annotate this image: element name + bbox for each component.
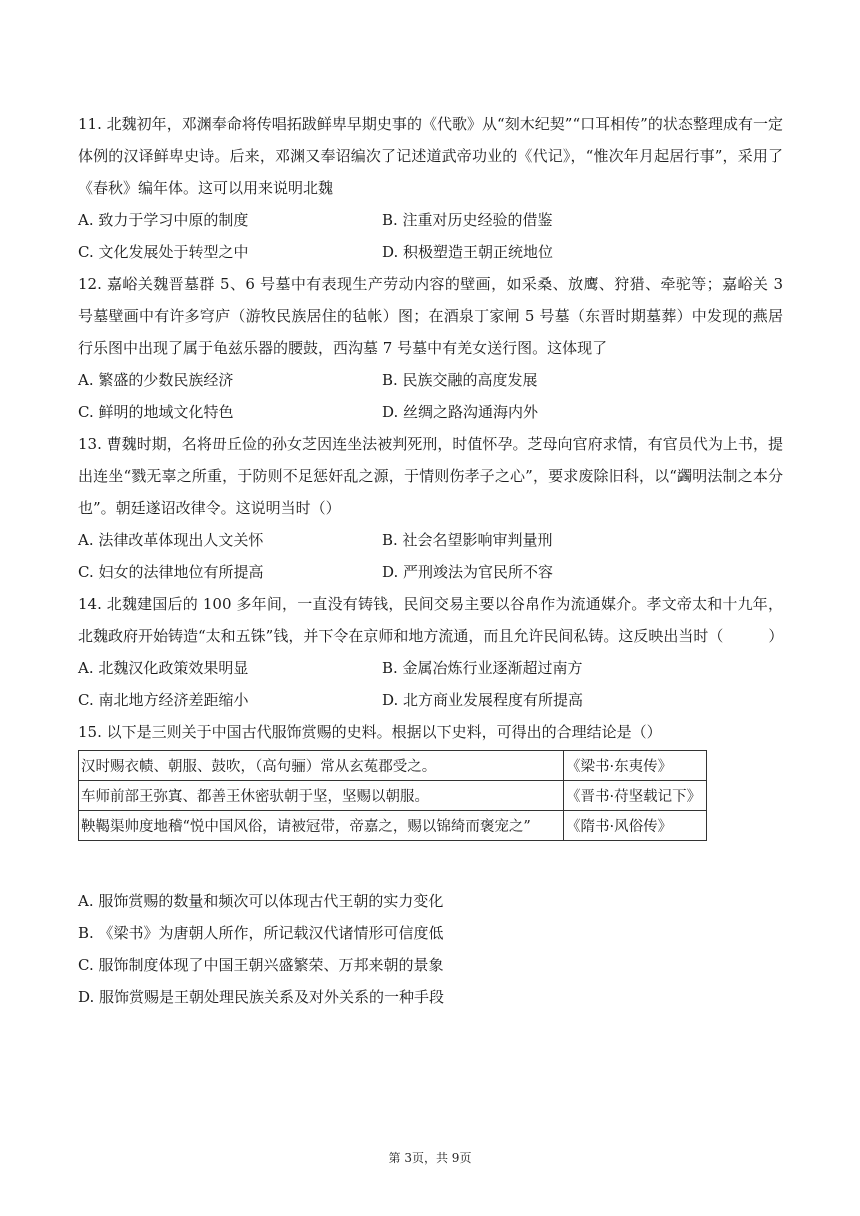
option-b: B. 金属冶炼行业逐渐超过南方 bbox=[382, 659, 583, 677]
option-d: D. 北方商业发展程度有所提高 bbox=[382, 691, 584, 709]
question-text: 13. 曹魏时期，名将毌丘俭的孙女芝因连坐法被判死刑，时值怀孕。芝母向官府求情，有官员代为上书，提出连坐“戮无辜之所重，于防则不足惩奸乱之源，于情则伤孝子之心”，要求废除旧科，以“蠲明法制之本分也”。朝廷遂诏改律令。这说明当时（） bbox=[78, 435, 783, 517]
option-c: C. 南北地方经济差距缩小 bbox=[78, 691, 249, 709]
spacer bbox=[78, 841, 783, 885]
source-book: 《晋书·苻坚载记下》 bbox=[564, 781, 707, 811]
option-a: A. 北魏汉化政策效果明显 bbox=[78, 659, 249, 677]
option-c: C. 鲜明的地域文化特色 bbox=[78, 403, 234, 421]
source-table bbox=[78, 750, 707, 841]
question-text: 15. 以下是三则关于中国古代服饰赏赐的史料。根据以下史料，可得出的合理结论是（） bbox=[78, 723, 662, 741]
option-a: A. 服饰赏赐的数量和频次可以体现古代王朝的实力变化 bbox=[78, 892, 444, 910]
source-book: 《隋书·风俗传》 bbox=[564, 811, 707, 841]
question-15 bbox=[78, 716, 783, 1013]
question-text: 14. 北魏建国后的 100 多年间，一直没有铸钱，民间交易主要以谷帛作为流通媒介。孝文帝太和十九年，北魏政府开始铸造“太和五铢”钱，并下令在京师和地方流通，而且允许民间私铸。这反映出当时（ ） bbox=[78, 595, 784, 645]
question-13 bbox=[78, 428, 783, 588]
option-c: C. 文化发展处于转型之中 bbox=[78, 243, 249, 261]
table-row bbox=[79, 751, 707, 781]
option-b: B. 注重对历史经验的借鉴 bbox=[382, 211, 553, 229]
question-11 bbox=[78, 108, 783, 268]
option-b: B. 《梁书》为唐朝人所作，所记载汉代诸情形可信度低 bbox=[78, 924, 444, 942]
question-14 bbox=[78, 588, 783, 716]
source-content: 车师前部王弥寘、都善王休密驮朝于坚，坚赐以朝服。 bbox=[79, 781, 564, 811]
option-b: B. 民族交融的高度发展 bbox=[382, 371, 538, 389]
option-a: A. 致力于学习中原的制度 bbox=[78, 211, 249, 229]
page-number: 第 3页，共 9页 bbox=[388, 1151, 472, 1165]
option-c: C. 妇女的法律地位有所提高 bbox=[78, 563, 264, 581]
table-row bbox=[79, 781, 707, 811]
question-text: 12. 嘉峪关魏晋墓群 5、6 号墓中有表现生产劳动内容的壁画，如采桑、放鹰、狩猎、牵驼等；嘉峪关 3 号墓壁画中有许多穹庐（游牧民族居住的毡帐）图；在酒泉丁家闸 5 号墓（东晋时期墓葬）中发现的燕居行乐图中出现了属于龟兹乐器的腰鼓，西沟墓 7 号墓中有羌女送行图。这体现了 bbox=[78, 275, 783, 357]
option-a: A. 法律改革体现出人文关怀 bbox=[78, 531, 264, 549]
source-content: 鞅鞨渠帅度地稽“悦中国风俗，请被冠带，帝嘉之，赐以锦绮而褒宠之” bbox=[79, 811, 564, 841]
answer-options bbox=[78, 652, 783, 716]
option-d: D. 丝绸之路沟通海内外 bbox=[382, 403, 539, 421]
source-book: 《梁书·东夷传》 bbox=[564, 751, 707, 781]
answer-options bbox=[78, 364, 783, 428]
question-12 bbox=[78, 268, 783, 428]
answer-options bbox=[78, 204, 783, 268]
page-content bbox=[78, 108, 783, 1013]
answer-options bbox=[78, 885, 783, 1013]
option-a: A. 繁盛的少数民族经济 bbox=[78, 371, 234, 389]
question-text: 11. 北魏初年，邓渊奉命将传唱拓跋鲜卑早期史事的《代歌》从“刻木纪契”“口耳相传”的状态整理成有一定体例的汉译鲜卑史诗。后来，邓渊又奉诏编次了记述道武帝功业的《代记》，“惟次年月起居行事”，采用了《春秋》编年体。这可以用来说明北魏 bbox=[78, 115, 783, 197]
option-d: D. 积极塑造王朝正统地位 bbox=[382, 243, 554, 261]
option-b: B. 社会名望影响审判量刑 bbox=[382, 531, 553, 549]
answer-options bbox=[78, 524, 783, 588]
option-d: D. 严刑竣法为官民所不容 bbox=[382, 563, 554, 581]
source-content: 汉时赐衣帻、朝服、鼓吹，（高句骊）常从玄菟郡受之。 bbox=[79, 751, 564, 781]
option-d: D. 服饰赏赐是王朝处理民族关系及对外关系的一种手段 bbox=[78, 988, 445, 1006]
option-c: C. 服饰制度体现了中国王朝兴盛繁荣、万邦来朝的景象 bbox=[78, 956, 444, 974]
table-row bbox=[79, 811, 707, 841]
